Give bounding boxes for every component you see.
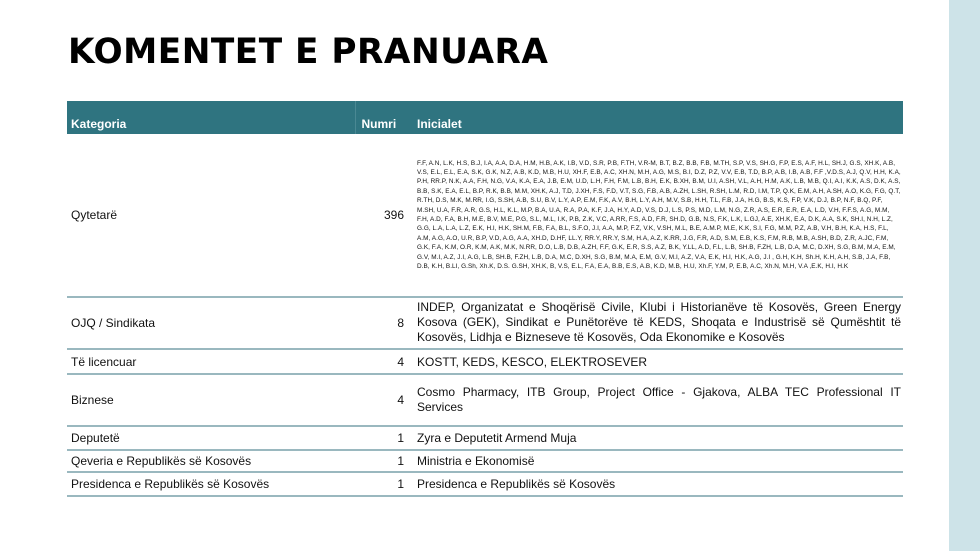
header-category: Kategoria	[67, 101, 355, 134]
row-initials: Presidenca e Republikës së Kosovës	[413, 472, 903, 496]
header-count: Numri	[361, 117, 397, 131]
row-category: Biznese	[67, 374, 355, 426]
row-count: 396	[355, 134, 413, 297]
row-category: Qeveria e Republikës së Kosovës	[67, 450, 355, 472]
table-row	[67, 349, 903, 374]
table-row	[67, 472, 903, 496]
table-row	[67, 426, 903, 450]
table-row	[67, 374, 903, 426]
row-initials: Cosmo Pharmacy, ITB Group, Project Office - Gjakova, ALBA TEC Professional IT Services	[413, 374, 903, 426]
row-count: 1	[355, 450, 413, 472]
row-count: 4	[355, 374, 413, 426]
comments-table	[67, 101, 903, 497]
row-count: 1	[355, 426, 413, 450]
page-title: KOMENTET E PRANUARA	[68, 32, 549, 72]
row-count: 8	[355, 297, 413, 349]
row-initials: Ministria e Ekonomisë	[413, 450, 903, 472]
row-category: Qytetarë	[67, 134, 355, 297]
row-initials: KOSTT, KEDS, KESCO, ELEKTROSEVER	[413, 349, 903, 374]
table-row	[67, 450, 903, 472]
row-count: 4	[355, 349, 413, 374]
row-initials: INDEP, Organizatat e Shoqërisë Civile, Klubi i Historianëve të Kosovës, Green Energy Kosova (GEK), Sindikat e Punëtorëve të KEDS, Shoqata e Industrisë së Qumështit të Kosovës, Lidhja e Bizneseve të Kosovës, Oda Ekonomike e Kosovës	[413, 297, 903, 349]
row-category: Të licencuar	[67, 349, 355, 374]
side-decorative-band	[949, 0, 980, 551]
row-category: Deputetë	[67, 426, 355, 450]
table-row	[67, 134, 903, 297]
row-initials: F.F, A.N, L.K, H.S, B.J, I.A, A.A, D.A, H.M, H.B, A.K, I.B, V.D, S.R, P.B, F.TH, V.R-M, B.T, B.Z, B.B, F.B, M.TH, S.P, V.S, SH.G, F.P, E.S, A.F, H.L, SH.J, G.S, XH.K, A.B, V.S, E.L, E.L, E.A, S.K, G.K, N.Z, A.B, K.D, M.B, H.U, XH.F, E.B, A.C, XH.N, M.H, A.G, M.S, B.I, D.Z, P.Z, V.V, E.B, T.D, B.P, A.B, I.B, A.B, F.F ,V.D.S, A.J, Q.V, H.H, K.A, P.H, RR.P, N.K, A.A, F.H, N.G, V.A, K.A, E.A, J.B, E.M, U.D, L.H, F.H, F.M, L.B, B.H, E.K, B.XH, B.M, U.I, A.SH, V.L, A.H, H.M, A.K, L.B, M.B, Q.I, A.I, K.K, A.S, D.K, A.S, B.B, S.K, E.A, E.L, B.P, R.K, B.B, M.M, XH.K, A.J, T.D, J.XH, F.S, F.D, V.T, S.G, F.B, A.B, A.ZH, L.SH, R.SH, L.M, R.D, I.M, T.P, Q.K, E.M, A.H, A.SH, A.O, K.G, F.G, Q.T, R.TH, D.S, M.K, M.RR, I.G, S.SH, A.B, S.U, B.V, L.Y, A.P, E.M, F.K, A.V, B.H, L.Y, A.H, M.V, S.B, H.H, T.L, F.B, J.A, H.G, B.S, K.S, F.P, V.K, D.J, B.P, N.F, B.Q, P.F, M.SH, U.A, F.R, A.R, G.S, H.L, K.L, M.P, B.A, U.A, R.A, P.A, K.F, J.A, H.Y, A.D, V.S, D.J, L.S, P.S, M.D, L.M, N.G, Z.R, A.S, E.R, E.R, E.A, L.D, V.H, F.F.S, A.G, M.M, F.H, A.D, F.A, B.H, M.E, B.V, M.E, P.G, S.L, M.L, I.K, P.B, Z.K, V.C, A.RR, F.S, A.D, F.R, SH.D, G.B, N.S, F.K, L.K, L.GJ, A.E, XH.K, E.A, D.K, A.A, S.K, SH.I, N.H, L.Z, G.G, L.A, L.A, L.Z, E.K, H.I, H.K, SH.M, F.B, F.A, B.L, S.F.O, J.I, A.A, M.P, F.Z, V.K, V.SH, M.L, B.E, A.M.P, M.E, K.K, S.I, F.G, M.M, P.Z, A.B, V.H, B.H, K.A, H.S, F.L, A.M, A.G, A.O, U.R, B.P, V.D, A.G, A.A, XH.D, D.HF, LL.Y, RR.Y, RR.Y, S.M, H.A, A.Z, K.RR, J.G, F.R, A.D, S.M, E.B, K.S, F.M, R.B, M.B, A.SH, B.D, Z.R, A.JC, F.M, G.K, F.A, K.M, O.R, K.M, A.K, M.K, N.RR, D.O, L.B, D.B, A.ZH, F.F, G.K, E.R, S.S, A.Z, B.K, Y.LL, A.D, F.L, L.B, SH.B, F.ZH, L.B, D.A, M.C, D.XH, S.G, B.M, M.A, E.M, G.V, M.I, A.Z, J.I, A.G, L.B, SH.B, F.ZH, L.B, D.A, M.C, D.XH, S.G, B.M, M.A, E.M, G.V, M.I, A.Z, V.A, E.K, H.I, H.K, A.G, J.I , G.H, K.H, Sh.H, K.H, A.H, S.B, J.A, F.B, D.B, K.H, B.LI, G.Sh, Xh.K, D.S. G.SH, XH.K, B, V.S, E.L, F.A, E.A, B.B, E.S, A.B, K.D, M.B, H.U, Xh.F, Y.M, P, E.B, A.C, Xh.N, M.H, V.A ,E.K, H.I, H.K	[413, 134, 903, 297]
header-initials: Inicialet	[417, 117, 462, 131]
row-category: OJQ / Sindikata	[67, 297, 355, 349]
row-count: 1	[355, 472, 413, 496]
row-initials: Zyra e Deputetit Armend Muja	[413, 426, 903, 450]
table-row	[67, 297, 903, 349]
header-row	[67, 101, 903, 134]
row-category: Presidenca e Republikës së Kosovës	[67, 472, 355, 496]
table-header	[67, 101, 903, 134]
